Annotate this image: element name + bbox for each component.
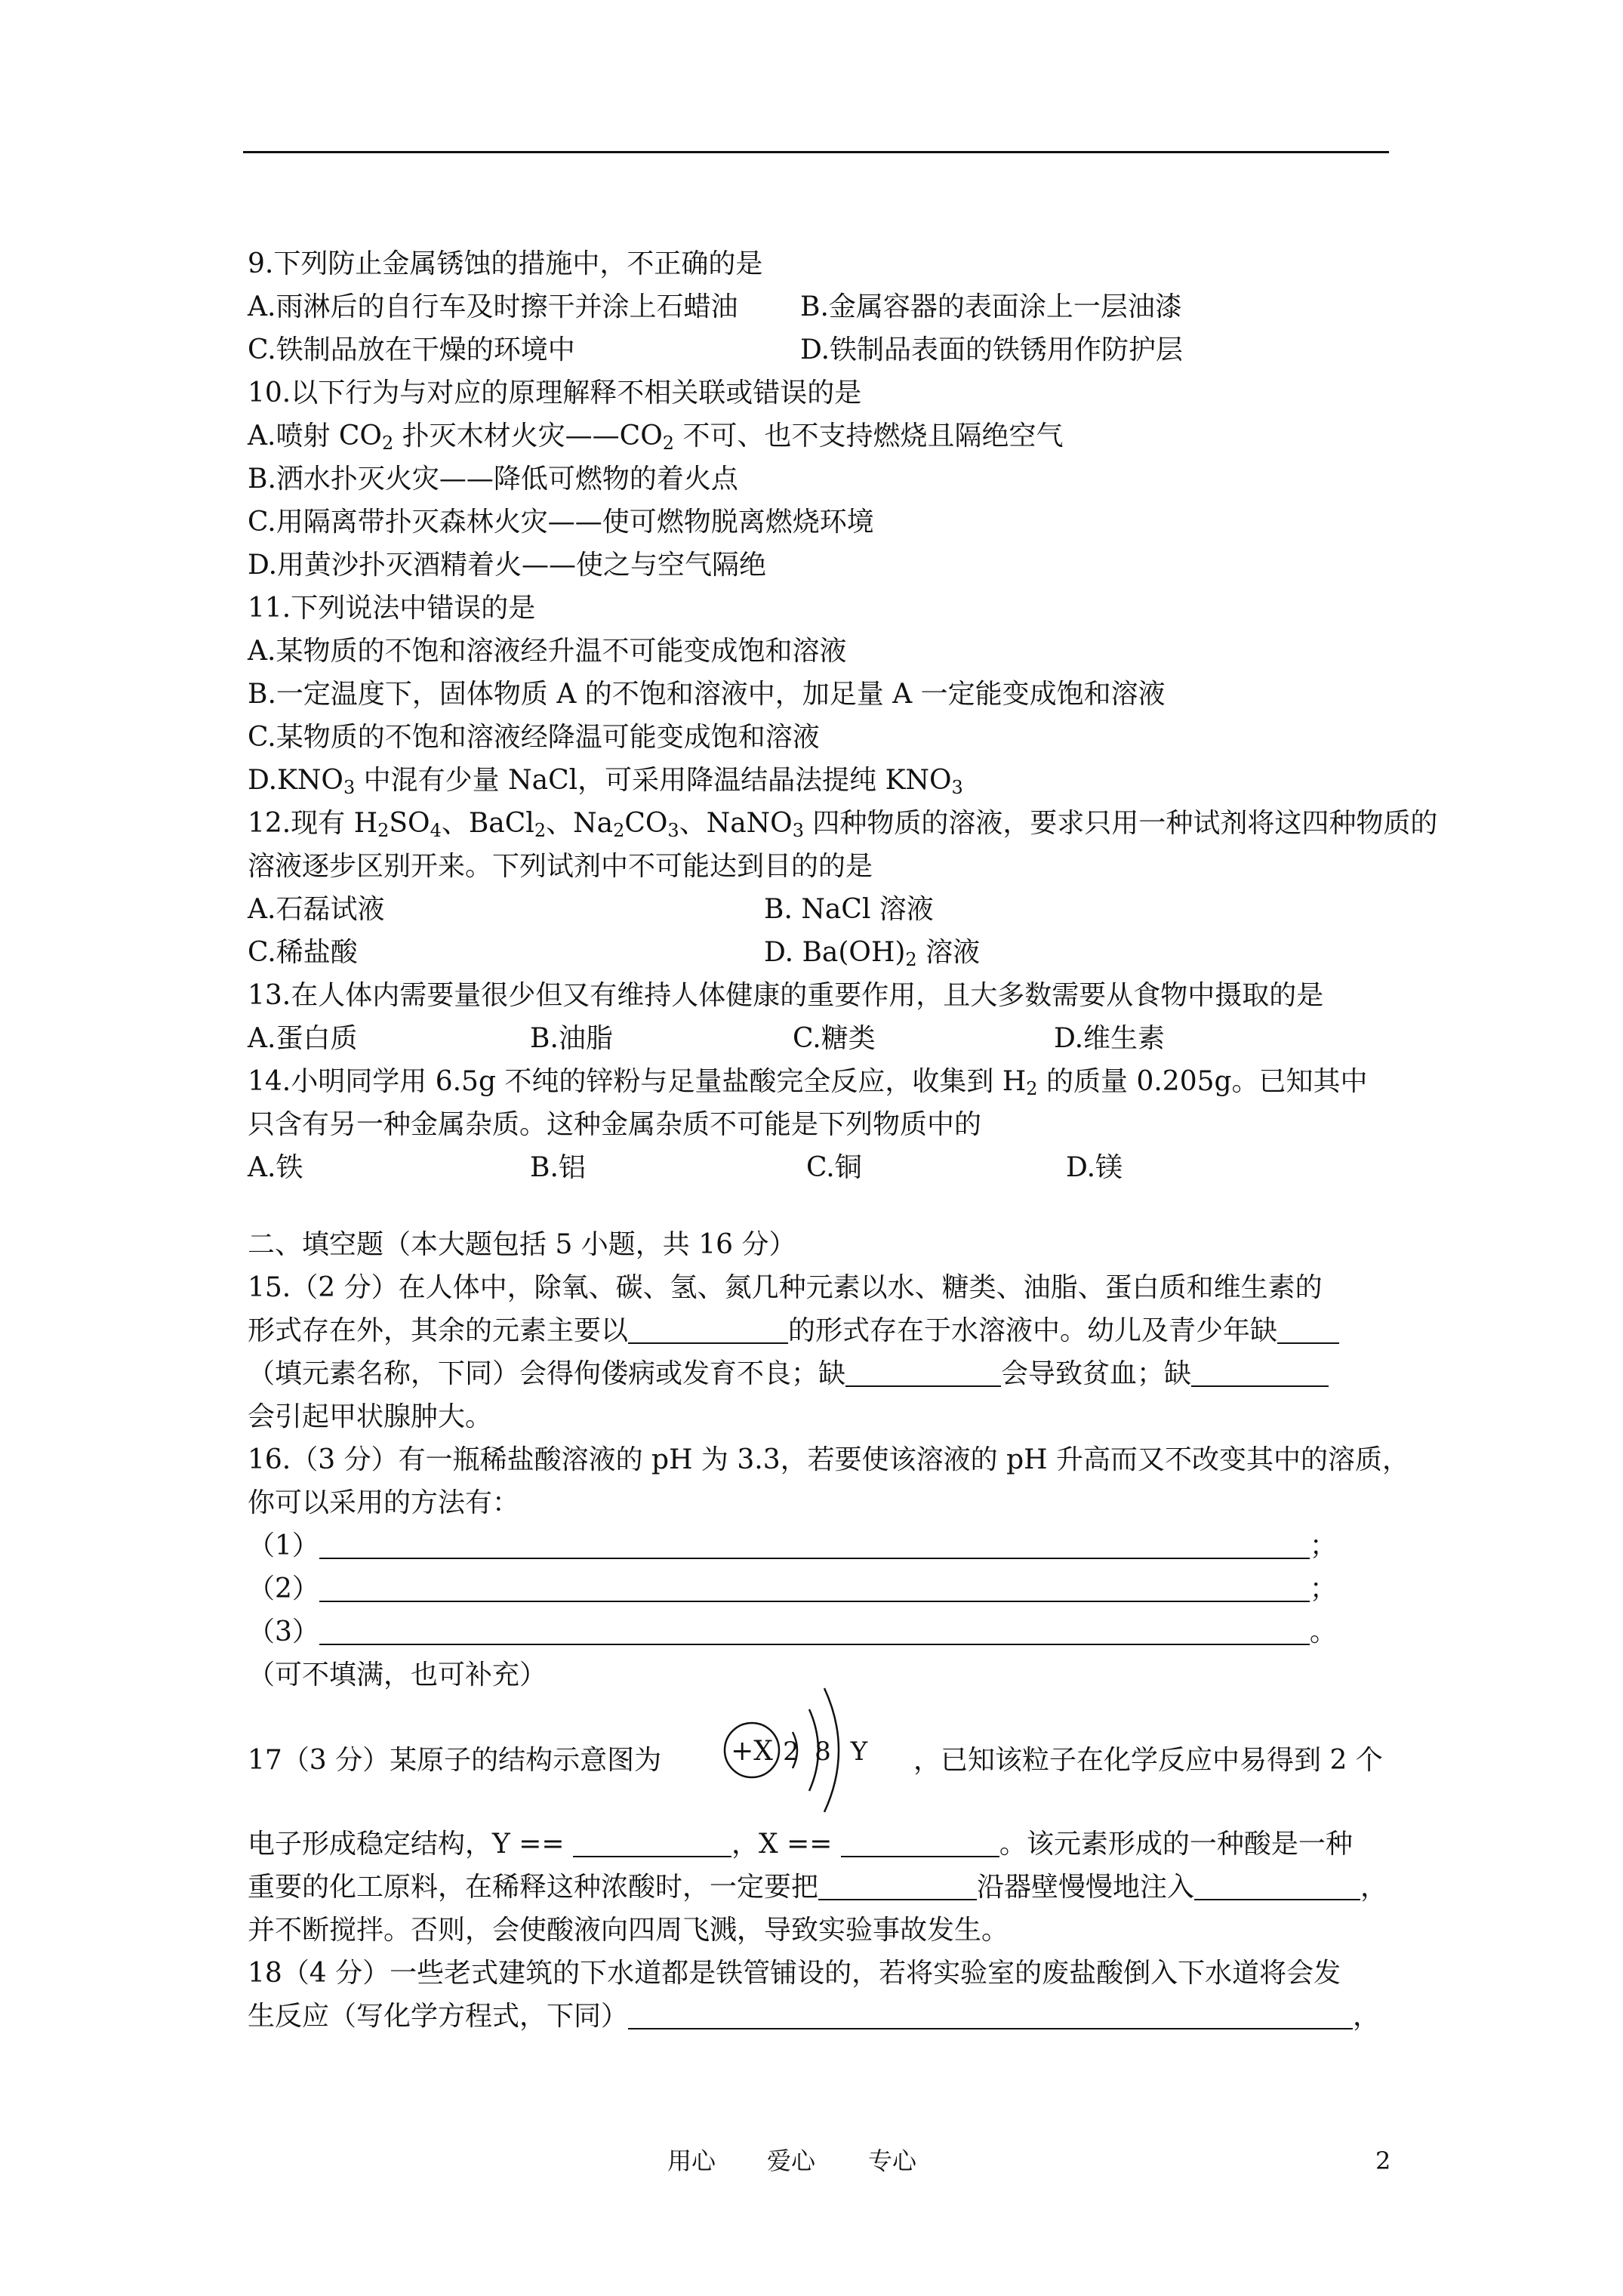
footer-word-3: 专心 [868,2147,917,2175]
q18-line1: 18（4 分）一些老式建筑的下水道都是铁管铺设的，若将实验室的废盐酸倒入下水道将会发 [248,1958,1341,1989]
q11-option-b: B.一定温度下，固体物质 A 的不饱和溶液中，加足量 A 一定能变成饱和溶液 [248,679,1166,710]
q12-stem-line2: 溶液逐步区别开来。下列试剂中不可能达到目的的是 [248,851,873,882]
footer-word-2: 爱心 [767,2147,816,2175]
q15-blank-2[interactable] [1277,1315,1339,1344]
q15-blank-1[interactable] [628,1315,788,1344]
q16-note: （可不填满，也可补充） [248,1660,547,1690]
q9-option-c: C.铁制品放在干燥的环境中 [248,334,575,365]
footer-word-1: 用心 [667,2147,716,2175]
q16-blank-3[interactable] [319,1616,1310,1645]
q10-option-d: D.用黄沙扑灭酒精着火——使之与空气隔绝 [248,550,767,581]
q14-option-d: D.镁 [1066,1152,1123,1183]
q17-blank-water[interactable] [1194,1872,1360,1900]
q15-blank-3[interactable] [845,1358,1001,1387]
q10-option-b: B.洒水扑灭火灾——降低可燃物的着火点 [248,464,738,495]
atom-structure-diagram [717,1661,913,1827]
q16-blank-1[interactable] [319,1530,1310,1559]
q13-option-c: C.糖类 [793,1023,876,1054]
q16-answer-3: （3） 。 [248,1616,1337,1647]
q11-option-d: $D.KNO_3$ 中混有少量 NaCl，可采用降温结晶法提纯 $KNO_3$ [248,765,963,798]
q15-line3: （填元素名称，下同）会得佝偻病或发育不良；缺 会导致贫血；缺 [248,1358,1329,1391]
q17-line1-a: 17（3 分）某原子的结构示意图为 [248,1745,662,1776]
q18-line2: 生反应（写化学方程式，下同） ， [248,2001,1381,2032]
q11-option-c: C.某物质的不饱和溶液经降温可能变成饱和溶液 [248,722,820,753]
q15-line1: 15.（2 分）在人体中，除氧、碳、氢、氮几种元素以水、糖类、油脂、蛋白质和维生素的 [248,1272,1323,1303]
q10-option-a: A.喷射 $CO_2$ 扑灭木材火灾$——CO_2$ 不可、也不支持燃烧且隔绝空气 [248,421,1064,454]
section-title: 二、填空题（本大题包括 5 小题，共 16 分） [248,1229,796,1260]
q12-option-c: C.稀盐酸 [248,937,358,968]
q11-stem: 11.下列说法中错误的是 [248,593,536,624]
q17-line3: 重要的化工原料，在稀释这种浓酸时，一定要把 沿器壁慢慢地注入 ， [248,1872,1388,1903]
q10-option-c: C.用隔离带扑灭森林火灾——使可燃物脱离燃烧环境 [248,507,874,538]
q16-blank-2[interactable] [319,1573,1310,1602]
q14-option-a: A.铁 [248,1152,303,1183]
q17-blank-y[interactable] [573,1829,731,1857]
q14-option-b: B.铝 [530,1152,586,1183]
q17-line1-b: ，已知该粒子在化学反应中易得到 2 个 [913,1745,1383,1776]
nucleus-label: +X [731,1736,773,1767]
q9-option-d: D.铁制品表面的铁锈用作防护层 [800,334,1184,365]
q13-stem: 13.在人体内需要量很少但又有维持人体健康的重要作用，且大多数需要从食物中摄取的是 [248,980,1324,1011]
q17-line4: 并不断搅拌。否则，会使酸液向四周飞溅，导致实验事故发生。 [248,1915,1009,1946]
shell-1-electrons: 2 [783,1737,799,1767]
q14-stem-line2: 只含有另一种金属杂质。这种金属杂质不可能是下列物质中的 [248,1109,982,1140]
q9-option-b: B.金属容器的表面涂上一层油漆 [800,291,1182,322]
q9-option-a: A.雨淋后的自行车及时擦干并涂上石蜡油 [248,291,738,322]
q15-line4: 会引起甲状腺肿大。 [248,1401,493,1432]
q12-option-a: A.石磊试液 [248,894,385,925]
q11-option-a: A.某物质的不饱和溶液经升温不可能变成饱和溶液 [248,636,847,667]
q17-line2: 电子形成稳定结构，Y == ，X == 。该元素形成的一种酸是一种 [248,1829,1353,1860]
q16-line1: 16.（3 分）有一瓶稀盐酸溶液的 pH 为 3.3，若要使该溶液的 pH 升高而又不改变其中的溶质， [248,1444,1409,1475]
q15-line2: 形式存在外，其余的元素主要以 的形式存在于水溶液中。幼儿及青少年缺 [248,1314,1339,1348]
header-rule [243,151,1389,153]
q12-stem: 12.现有 $H_2SO_4$、BaCl$_2$、$Na_2CO_3$、NaNO$_3$ 四种物质的溶液，要求只用一种试剂将这四种物质的 [248,808,1438,841]
page-number: 2 [1375,2147,1391,2175]
q9-stem: 9.下列防止金属锈蚀的措施中，不正确的是 [248,248,763,279]
shell-2-electrons: 8 [815,1737,831,1767]
q12-option-d: D. $Ba(OH)_2$ 溶液 [764,937,981,970]
q17-blank-acid[interactable] [818,1872,977,1900]
q13-option-b: B.油脂 [530,1023,613,1054]
q13-option-a: A.蛋白质 [248,1023,358,1054]
q14-option-c: C.铜 [806,1152,862,1183]
q10-stem: 10.以下行为与对应的原理解释不相关联或错误的是 [248,378,862,408]
q12-option-b: B. NaCl 溶液 [764,894,934,925]
q13-option-d: D.维生素 [1054,1023,1166,1054]
q14-stem: 14.小明同学用 6.5g 不纯的锌粉与足量盐酸完全反应，收集到 $H_2$ 的质量 0.205g。已知其中 [248,1066,1368,1099]
q16-line2: 你可以采用的方法有： [248,1487,520,1518]
q16-answer-2: （2） ； [248,1573,1337,1604]
q16-answer-1: （1） ； [248,1530,1337,1561]
shell-3-electrons: Y [850,1737,868,1767]
q15-blank-4[interactable] [1191,1358,1329,1387]
q17-blank-x[interactable] [841,1829,999,1857]
q18-blank-equation[interactable] [628,2001,1353,2029]
